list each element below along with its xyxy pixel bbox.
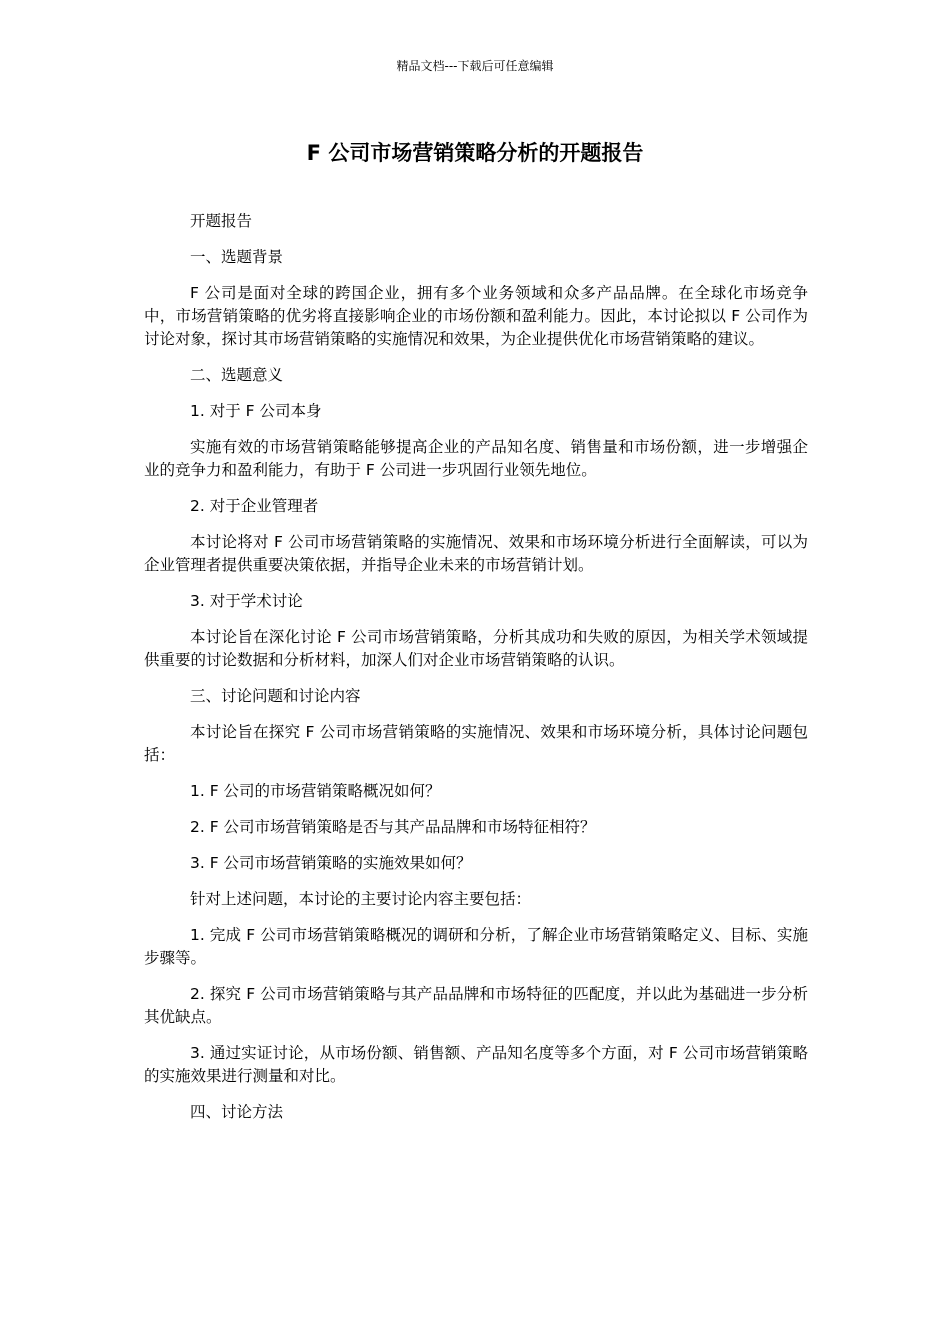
page-header-note: 精品文档---下载后可任意编辑: [396, 59, 554, 73]
company-significance-paragraph: 实施有效的市场营销策略能够提高企业的产品知名度、销售量和市场份额，进一步增强企业的竞争力和盈利能力，有助于 F 公司进一步巩固行业领先地位。: [144, 438, 808, 479]
document-body: [144, 210, 808, 1137]
section-label-report: 开题报告: [190, 212, 253, 230]
section-heading-background: 一、选题背景: [190, 248, 284, 266]
content-item: 2. 探究 F 公司市场营销策略与其产品品牌和市场特征的匹配度，并以此为基础进一步分析其优缺点。: [144, 985, 808, 1026]
question-item: 2. F 公司市场营销策略是否与其产品品牌和市场特征相符？: [190, 818, 596, 836]
subheading-academic: 3. 对于学术讨论: [190, 592, 303, 610]
section-heading-methods: 四、讨论方法: [190, 1103, 284, 1121]
question-item: 1. F 公司的市场营销策略概况如何？: [190, 782, 441, 800]
academic-significance-paragraph: 本讨论旨在深化讨论 F 公司市场营销策略，分析其成功和失败的原因，为相关学术领域提供重要的讨论数据和分析材料，加深人们对企业市场营销策略的认识。: [144, 628, 808, 669]
content-item: 3. 通过实证讨论，从市场份额、销售额、产品知名度等多个方面，对 F 公司市场营销策略的实施效果进行测量和对比。: [144, 1044, 808, 1085]
background-paragraph: F 公司是面对全球的跨国企业，拥有多个业务领域和众多产品品牌。在全球化市场竞争中，市场营销策略的优劣将直接影响企业的市场份额和盈利能力。因此，本讨论拟以 F 公司作为讨论对象，探讨其市场营销策略的实施情况和效果，为企业提供优化市场营销策略的建议。: [144, 284, 808, 348]
section-heading-significance: 二、选题意义: [190, 366, 284, 384]
subheading-company: 1. 对于 F 公司本身: [190, 402, 322, 420]
subheading-managers: 2. 对于企业管理者: [190, 497, 319, 515]
question-item: 3. F 公司市场营销策略的实施效果如何？: [190, 854, 472, 872]
document-title: F 公司市场营销策略分析的开题报告: [306, 141, 644, 165]
content-intro-paragraph: 针对上述问题，本讨论的主要讨论内容主要包括：: [190, 890, 532, 908]
content-item: 1. 完成 F 公司市场营销策略概况的调研和分析，了解企业市场营销策略定义、目标、实施步骤等。: [144, 926, 808, 967]
managers-significance-paragraph: 本讨论将对 F 公司市场营销策略的实施情况、效果和市场环境分析进行全面解读，可以为企业管理者提供重要决策依据，并指导企业未来的市场营销计划。: [144, 533, 808, 574]
section-heading-questions: 三、讨论问题和讨论内容: [190, 687, 361, 705]
questions-intro-paragraph: 本讨论旨在探究 F 公司市场营销策略的实施情况、效果和市场环境分析，具体讨论问题包括：: [144, 723, 808, 764]
